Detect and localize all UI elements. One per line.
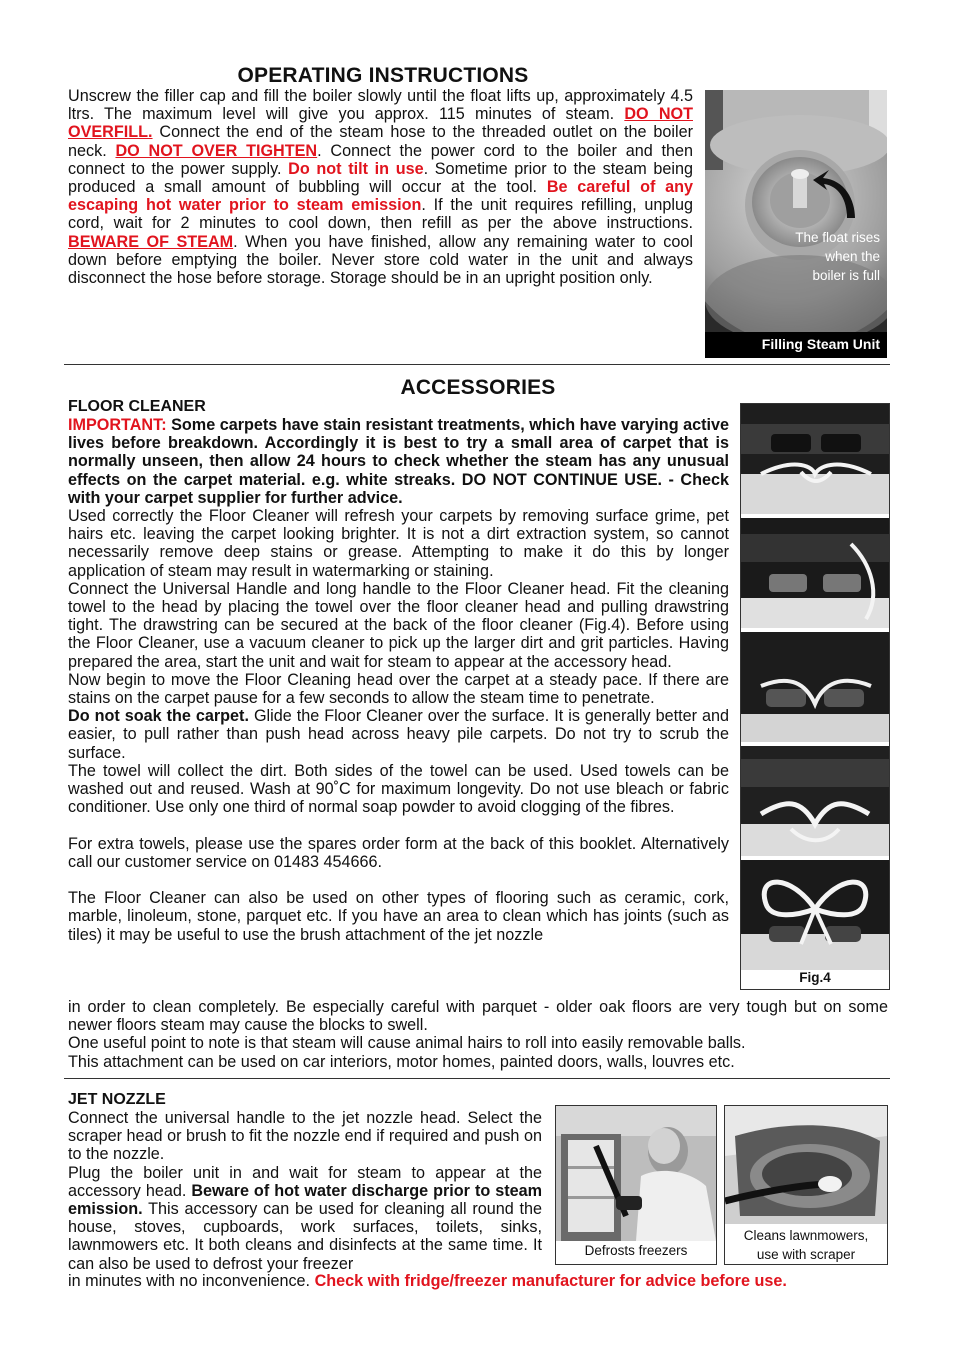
- defrost-freezer-caption: Defrosts freezers: [584, 1243, 688, 1258]
- jet-paragraph-2-start: Plug the boiler unit in and wait for steam to appear at the accessory head.: [68, 1163, 542, 1200]
- fig4-step-4: [741, 746, 889, 856]
- freezer-illustration: [556, 1106, 716, 1241]
- important-text: Some carpets have stain resistant treatments, which have varying active lives before breakdown. Accordingly it is best to try a small area of carpet that is normally unseen, then allow 24 hours to check whether the steam has any unusual effects on the carpet material. e.g. white streaks. DO NOT CONTINUE USE. - Check with your carpet supplier for further advice.: [68, 416, 729, 507]
- floor-paragraph-1: Used correctly the Floor Cleaner will refresh your carpets by removing surface grime, pet hairs etc. leaving the carpet looking brighter. It is not a dirt extraction system, so cannot necessarily remove deep stains or grease. Attempting to make it do this by longer application of steam may result in watermarking or staining.: [68, 507, 729, 580]
- lawnmower-illustration: [725, 1106, 887, 1224]
- section-divider-2: [64, 1078, 890, 1079]
- filling-steam-unit-photo: [705, 90, 887, 358]
- floor-paragraph-4-text: Glide the Floor Cleaner over the surface. It is generally better and easier, to pull rather than push head across heavy pile carpets. Do not try to scrub the surface.: [68, 707, 729, 762]
- jet-paragraph-3-text: in minutes with no inconvenience.: [68, 1272, 315, 1290]
- fig4-step-2: [741, 518, 889, 628]
- floor-paragraph-4: [68, 707, 729, 762]
- floor-paragraph-7: The Floor Cleaner can also be used on other types of flooring such as ceramic, cork, marble, linoleum, stone, parquet etc. If you have an area to clean which has joints (such as tiles) it may be useful to use the brush attachment of the jet nozzle: [68, 889, 729, 944]
- defrost-freezer-photo: [555, 1105, 717, 1265]
- jet-nozzle-body: [68, 1109, 542, 1273]
- operating-text-6: . When you have finished, allow any remaining water to cool down before emptying the boiler. Never store cold water in the unit and always disconnect the hose before storage. Storage should be in an upright position only.: [68, 232, 693, 288]
- operating-text-2: Connect the end of the steam hose to the threaded outlet on the boiler neck.: [68, 123, 693, 160]
- warning-do-not-overfill: DO NOT OVERFILL.: [68, 105, 693, 142]
- lawnmower-caption-line-2: use with scraper: [756, 1247, 856, 1262]
- fig4-caption: Fig.4: [799, 970, 831, 985]
- operating-title: OPERATING INSTRUCTIONS: [237, 64, 529, 87]
- important-label: IMPORTANT:: [68, 416, 167, 434]
- jet-manufacturer-warning: Check with fridge/freezer manufacturer for advice before use.: [314, 1272, 787, 1290]
- floor-paragraph-2: Connect the Universal Handle and long handle to the Floor Cleaner head. Fit the cleaning towel to the head by placing the towel over the floor cleaner head and pulling drawstring tight. The drawstring can be secured at the back of the floor cleaner (Fig.4). Before using the Floor Cleaner, use a vacuum cleaner to pick up the larger dirt and grit particles. Having prepared the area, start the unit and wait for steam to appear at the accessory head.: [68, 579, 729, 671]
- do-not-soak-label: Do not soak the carpet.: [68, 707, 249, 726]
- jet-paragraph-1: Connect the universal handle to the jet nozzle head. Select the scraper head or brush to fit the nozzle end if required and push on to the nozzle.: [68, 1109, 542, 1164]
- floor-paragraph-3: Now begin to move the Floor Cleaning head over the carpet at a steady pace. If there are stains on the carpet pause for a few seconds to allow the steam time to penetrate.: [68, 670, 729, 708]
- warning-beware-steam: BEWARE OF STEAM: [68, 232, 234, 251]
- floor-paragraph-6: For extra towels, please use the spares order form at the back of this booklet. Alternatively call our customer service on 01483 454666.: [68, 834, 729, 871]
- important-notice: [68, 416, 729, 507]
- warning-do-not-tilt: Do not tilt in use: [288, 159, 424, 178]
- warning-do-not-over-tighten: DO NOT OVER TIGHTEN: [115, 141, 318, 160]
- jet-hot-water-warning: Beware of hot water discharge prior to steam emission.: [68, 1181, 543, 1219]
- drawstring-steps-illustration: [741, 404, 889, 970]
- operating-text-1: Unscrew the filler cap and fill the boiler slowly until the float lifts up, approximately 4.5 ltrs. The maximum level will give you approx. 115 minutes of steam.: [68, 87, 693, 124]
- fig4-photo-strip: [740, 403, 890, 990]
- float-note: The float rises when the boiler is full: [795, 230, 880, 283]
- operating-text-4: . Sometime prior to the steam being produced a small amount of bubbling will occur at the tool.: [68, 159, 693, 197]
- boiler-illustration: [705, 90, 887, 358]
- floor-cleaner-body: [68, 416, 729, 944]
- operating-text-3: . Connect the power cord to the boiler and then connect to the power supply.: [68, 141, 693, 178]
- floor-paragraph-7-continued: in order to clean completely. Be especially careful with parquet - older oak floors are very tough but on some newer floors steam may cause the blocks to swell.: [68, 998, 888, 1035]
- jet-paragraph-2-end: This accessory can be used for cleaning all round the house, stoves, cupboards, work surfaces, toilets, sinks, lawnmowers etc. It both cleans and disinfects at the same time. It can also be used to defrost your freezer: [68, 1200, 542, 1273]
- fig4-step-5: [741, 860, 889, 970]
- lawnmower-caption-line-1: Cleans lawnmowers,: [743, 1228, 869, 1243]
- lawnmower-caption: [725, 1226, 887, 1264]
- jet-paragraph-2: [68, 1164, 542, 1273]
- jet-nozzle-heading: JET NOZZLE: [68, 1091, 166, 1108]
- floor-paragraph-9: This attachment can be used on car interiors, motor homes, painted doors, walls, louvres etc.: [68, 1052, 735, 1071]
- jet-paragraph-3: [68, 1272, 898, 1290]
- floor-paragraph-8: One useful point to note is that steam will cause animal hairs to roll into easily removable balls.: [68, 1034, 746, 1053]
- filling-steam-unit-caption: Filling Steam Unit: [761, 336, 880, 352]
- floor-cleaner-heading: FLOOR CLEANER: [68, 398, 206, 415]
- lawnmower-photo: [724, 1105, 888, 1265]
- operating-text-5: . If the unit requires refilling, unplug cord, wait for 2 minutes to cool down, then refill as per the above instructions.: [68, 196, 693, 233]
- warning-hot-water: Be careful of any escaping hot water prior to steam emission: [68, 178, 693, 215]
- floor-cleaner-body-wide: [68, 998, 888, 1071]
- accessories-title: ACCESSORIES: [400, 376, 556, 399]
- floor-paragraph-5: The towel will collect the dirt. Both sides of the towel can be used. Used towels can be washed out and reused. Wash at 90˚C for maximum longevity. Do not use bleach or fabric conditioner. Use only one third of normal soap powder to avoid clogging of the fibres.: [68, 761, 729, 817]
- operating-body: [68, 87, 693, 287]
- fig4-step-3: [741, 632, 889, 742]
- fig4-step-1: [741, 404, 889, 514]
- section-divider: [64, 364, 890, 365]
